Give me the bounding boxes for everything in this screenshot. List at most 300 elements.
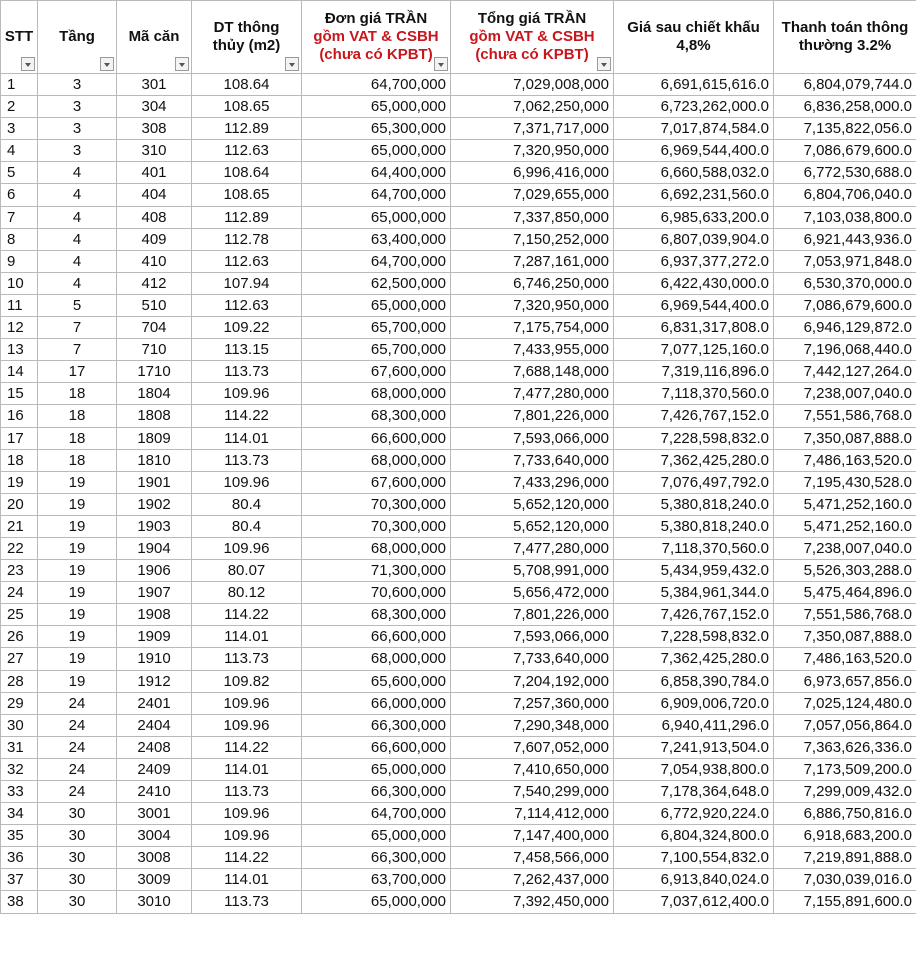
cell-tang[interactable]: 19 <box>38 560 117 582</box>
cell-tong-gia[interactable]: 7,204,192,000 <box>451 670 614 692</box>
cell-dt-thong-thuy[interactable]: 109.96 <box>192 383 302 405</box>
cell-stt[interactable]: 4 <box>1 140 38 162</box>
cell-dt-thong-thuy[interactable]: 80.4 <box>192 493 302 515</box>
cell-tong-gia[interactable]: 7,433,955,000 <box>451 339 614 361</box>
cell-ma-can[interactable]: 2410 <box>117 781 192 803</box>
cell-gia-sau-chiet-khau[interactable]: 7,017,874,584.0 <box>614 118 774 140</box>
cell-don-gia[interactable]: 67,600,000 <box>302 361 451 383</box>
cell-tang[interactable]: 19 <box>38 537 117 559</box>
cell-dt-thong-thuy[interactable]: 109.96 <box>192 537 302 559</box>
cell-don-gia[interactable]: 66,300,000 <box>302 781 451 803</box>
cell-tong-gia[interactable]: 7,733,640,000 <box>451 449 614 471</box>
cell-thanh-toan[interactable]: 7,195,430,528.0 <box>774 471 916 493</box>
cell-ma-can[interactable]: 3010 <box>117 891 192 913</box>
cell-ma-can[interactable]: 1804 <box>117 383 192 405</box>
cell-tang[interactable]: 18 <box>38 405 117 427</box>
cell-thanh-toan[interactable]: 6,921,443,936.0 <box>774 228 916 250</box>
cell-stt[interactable]: 24 <box>1 582 38 604</box>
cell-thanh-toan[interactable]: 7,103,038,800.0 <box>774 206 916 228</box>
cell-tong-gia[interactable]: 7,593,066,000 <box>451 427 614 449</box>
cell-don-gia[interactable]: 65,000,000 <box>302 758 451 780</box>
cell-thanh-toan[interactable]: 6,530,370,000.0 <box>774 272 916 294</box>
cell-ma-can[interactable]: 1710 <box>117 361 192 383</box>
cell-tang[interactable]: 19 <box>38 648 117 670</box>
cell-tong-gia[interactable]: 5,708,991,000 <box>451 560 614 582</box>
cell-dt-thong-thuy[interactable]: 80.12 <box>192 582 302 604</box>
cell-thanh-toan[interactable]: 7,057,056,864.0 <box>774 714 916 736</box>
cell-thanh-toan[interactable]: 7,086,679,600.0 <box>774 140 916 162</box>
cell-dt-thong-thuy[interactable]: 109.96 <box>192 471 302 493</box>
cell-ma-can[interactable]: 2404 <box>117 714 192 736</box>
cell-don-gia[interactable]: 65,000,000 <box>302 294 451 316</box>
cell-tang[interactable]: 4 <box>38 162 117 184</box>
cell-tang[interactable]: 24 <box>38 781 117 803</box>
cell-thanh-toan[interactable]: 7,053,971,848.0 <box>774 250 916 272</box>
cell-tong-gia[interactable]: 7,477,280,000 <box>451 537 614 559</box>
cell-gia-sau-chiet-khau[interactable]: 6,772,920,224.0 <box>614 803 774 825</box>
cell-tong-gia[interactable]: 7,262,437,000 <box>451 869 614 891</box>
cell-tong-gia[interactable]: 7,540,299,000 <box>451 781 614 803</box>
cell-tong-gia[interactable]: 7,257,360,000 <box>451 692 614 714</box>
cell-ma-can[interactable]: 1910 <box>117 648 192 670</box>
cell-stt[interactable]: 9 <box>1 250 38 272</box>
cell-don-gia[interactable]: 63,700,000 <box>302 869 451 891</box>
cell-gia-sau-chiet-khau[interactable]: 7,076,497,792.0 <box>614 471 774 493</box>
cell-tang[interactable]: 30 <box>38 847 117 869</box>
cell-tong-gia[interactable]: 7,029,655,000 <box>451 184 614 206</box>
cell-don-gia[interactable]: 68,000,000 <box>302 648 451 670</box>
cell-don-gia[interactable]: 65,000,000 <box>302 825 451 847</box>
cell-gia-sau-chiet-khau[interactable]: 7,319,116,896.0 <box>614 361 774 383</box>
cell-stt[interactable]: 17 <box>1 427 38 449</box>
cell-gia-sau-chiet-khau[interactable]: 7,426,767,152.0 <box>614 604 774 626</box>
cell-tang[interactable]: 24 <box>38 714 117 736</box>
cell-thanh-toan[interactable]: 7,486,163,520.0 <box>774 648 916 670</box>
cell-ma-can[interactable]: 1912 <box>117 670 192 692</box>
cell-don-gia[interactable]: 66,600,000 <box>302 626 451 648</box>
cell-dt-thong-thuy[interactable]: 112.63 <box>192 140 302 162</box>
cell-stt[interactable]: 27 <box>1 648 38 670</box>
cell-thanh-toan[interactable]: 6,804,706,040.0 <box>774 184 916 206</box>
cell-dt-thong-thuy[interactable]: 108.64 <box>192 74 302 96</box>
cell-stt[interactable]: 3 <box>1 118 38 140</box>
cell-stt[interactable]: 12 <box>1 317 38 339</box>
cell-gia-sau-chiet-khau[interactable]: 6,660,588,032.0 <box>614 162 774 184</box>
cell-thanh-toan[interactable]: 7,086,679,600.0 <box>774 294 916 316</box>
cell-don-gia[interactable]: 63,400,000 <box>302 228 451 250</box>
cell-ma-can[interactable]: 1904 <box>117 537 192 559</box>
filter-dropdown-icon[interactable] <box>21 57 35 71</box>
cell-tong-gia[interactable]: 7,175,754,000 <box>451 317 614 339</box>
cell-stt[interactable]: 14 <box>1 361 38 383</box>
cell-thanh-toan[interactable]: 7,551,586,768.0 <box>774 405 916 427</box>
cell-don-gia[interactable]: 70,300,000 <box>302 515 451 537</box>
cell-tong-gia[interactable]: 7,433,296,000 <box>451 471 614 493</box>
cell-gia-sau-chiet-khau[interactable]: 6,909,006,720.0 <box>614 692 774 714</box>
cell-gia-sau-chiet-khau[interactable]: 6,691,615,616.0 <box>614 74 774 96</box>
cell-thanh-toan[interactable]: 7,025,124,480.0 <box>774 692 916 714</box>
cell-don-gia[interactable]: 66,600,000 <box>302 427 451 449</box>
cell-gia-sau-chiet-khau[interactable]: 7,037,612,400.0 <box>614 891 774 913</box>
cell-stt[interactable]: 31 <box>1 736 38 758</box>
cell-thanh-toan[interactable]: 7,442,127,264.0 <box>774 361 916 383</box>
cell-dt-thong-thuy[interactable]: 109.22 <box>192 317 302 339</box>
cell-don-gia[interactable]: 68,000,000 <box>302 449 451 471</box>
cell-don-gia[interactable]: 68,000,000 <box>302 537 451 559</box>
cell-ma-can[interactable]: 1809 <box>117 427 192 449</box>
cell-tang[interactable]: 19 <box>38 604 117 626</box>
cell-stt[interactable]: 38 <box>1 891 38 913</box>
cell-gia-sau-chiet-khau[interactable]: 7,228,598,832.0 <box>614 427 774 449</box>
cell-ma-can[interactable]: 510 <box>117 294 192 316</box>
cell-dt-thong-thuy[interactable]: 112.78 <box>192 228 302 250</box>
cell-stt[interactable]: 28 <box>1 670 38 692</box>
cell-gia-sau-chiet-khau[interactable]: 6,969,544,400.0 <box>614 294 774 316</box>
cell-dt-thong-thuy[interactable]: 108.65 <box>192 184 302 206</box>
cell-thanh-toan[interactable]: 6,804,079,744.0 <box>774 74 916 96</box>
cell-tang[interactable]: 19 <box>38 582 117 604</box>
cell-gia-sau-chiet-khau[interactable]: 5,380,818,240.0 <box>614 515 774 537</box>
cell-gia-sau-chiet-khau[interactable]: 7,077,125,160.0 <box>614 339 774 361</box>
cell-tong-gia[interactable]: 7,593,066,000 <box>451 626 614 648</box>
cell-gia-sau-chiet-khau[interactable]: 6,937,377,272.0 <box>614 250 774 272</box>
cell-tong-gia[interactable]: 7,150,252,000 <box>451 228 614 250</box>
cell-tong-gia[interactable]: 7,287,161,000 <box>451 250 614 272</box>
filter-dropdown-icon[interactable] <box>597 57 611 71</box>
cell-thanh-toan[interactable]: 7,350,087,888.0 <box>774 427 916 449</box>
cell-dt-thong-thuy[interactable]: 113.73 <box>192 361 302 383</box>
cell-don-gia[interactable]: 68,300,000 <box>302 405 451 427</box>
cell-don-gia[interactable]: 65,000,000 <box>302 96 451 118</box>
cell-tang[interactable]: 18 <box>38 383 117 405</box>
cell-thanh-toan[interactable]: 7,219,891,888.0 <box>774 847 916 869</box>
cell-dt-thong-thuy[interactable]: 114.22 <box>192 405 302 427</box>
cell-dt-thong-thuy[interactable]: 109.96 <box>192 803 302 825</box>
filter-dropdown-icon[interactable] <box>100 57 114 71</box>
cell-stt[interactable]: 32 <box>1 758 38 780</box>
cell-thanh-toan[interactable]: 6,946,129,872.0 <box>774 317 916 339</box>
cell-ma-can[interactable]: 710 <box>117 339 192 361</box>
cell-stt[interactable]: 18 <box>1 449 38 471</box>
cell-gia-sau-chiet-khau[interactable]: 6,985,633,200.0 <box>614 206 774 228</box>
cell-tong-gia[interactable]: 7,371,717,000 <box>451 118 614 140</box>
cell-stt[interactable]: 25 <box>1 604 38 626</box>
cell-dt-thong-thuy[interactable]: 80.4 <box>192 515 302 537</box>
cell-dt-thong-thuy[interactable]: 108.65 <box>192 96 302 118</box>
cell-ma-can[interactable]: 308 <box>117 118 192 140</box>
cell-thanh-toan[interactable]: 7,030,039,016.0 <box>774 869 916 891</box>
cell-tang[interactable]: 19 <box>38 471 117 493</box>
cell-ma-can[interactable]: 401 <box>117 162 192 184</box>
cell-ma-can[interactable]: 704 <box>117 317 192 339</box>
cell-stt[interactable]: 19 <box>1 471 38 493</box>
cell-gia-sau-chiet-khau[interactable]: 6,831,317,808.0 <box>614 317 774 339</box>
cell-don-gia[interactable]: 64,700,000 <box>302 803 451 825</box>
cell-tong-gia[interactable]: 6,746,250,000 <box>451 272 614 294</box>
cell-gia-sau-chiet-khau[interactable]: 6,913,840,024.0 <box>614 869 774 891</box>
cell-dt-thong-thuy[interactable]: 109.96 <box>192 825 302 847</box>
cell-don-gia[interactable]: 68,000,000 <box>302 383 451 405</box>
cell-gia-sau-chiet-khau[interactable]: 6,723,262,000.0 <box>614 96 774 118</box>
cell-ma-can[interactable]: 1901 <box>117 471 192 493</box>
cell-gia-sau-chiet-khau[interactable]: 7,228,598,832.0 <box>614 626 774 648</box>
cell-ma-can[interactable]: 3004 <box>117 825 192 847</box>
cell-stt[interactable]: 7 <box>1 206 38 228</box>
filter-dropdown-icon[interactable] <box>434 57 448 71</box>
cell-don-gia[interactable]: 62,500,000 <box>302 272 451 294</box>
cell-tong-gia[interactable]: 7,410,650,000 <box>451 758 614 780</box>
cell-ma-can[interactable]: 2408 <box>117 736 192 758</box>
cell-stt[interactable]: 5 <box>1 162 38 184</box>
cell-dt-thong-thuy[interactable]: 114.22 <box>192 604 302 626</box>
cell-gia-sau-chiet-khau[interactable]: 5,384,961,344.0 <box>614 582 774 604</box>
cell-tong-gia[interactable]: 7,147,400,000 <box>451 825 614 847</box>
cell-ma-can[interactable]: 1810 <box>117 449 192 471</box>
cell-thanh-toan[interactable]: 7,238,007,040.0 <box>774 383 916 405</box>
cell-stt[interactable]: 6 <box>1 184 38 206</box>
cell-don-gia[interactable]: 65,000,000 <box>302 140 451 162</box>
cell-stt[interactable]: 21 <box>1 515 38 537</box>
cell-stt[interactable]: 10 <box>1 272 38 294</box>
cell-dt-thong-thuy[interactable]: 112.89 <box>192 206 302 228</box>
cell-gia-sau-chiet-khau[interactable]: 7,100,554,832.0 <box>614 847 774 869</box>
cell-stt[interactable]: 11 <box>1 294 38 316</box>
cell-tong-gia[interactable]: 7,062,250,000 <box>451 96 614 118</box>
cell-dt-thong-thuy[interactable]: 114.22 <box>192 736 302 758</box>
cell-tang[interactable]: 24 <box>38 758 117 780</box>
cell-don-gia[interactable]: 65,300,000 <box>302 118 451 140</box>
cell-tang[interactable]: 30 <box>38 825 117 847</box>
cell-tong-gia[interactable]: 7,607,052,000 <box>451 736 614 758</box>
cell-tang[interactable]: 18 <box>38 449 117 471</box>
cell-ma-can[interactable]: 1909 <box>117 626 192 648</box>
cell-ma-can[interactable]: 410 <box>117 250 192 272</box>
cell-gia-sau-chiet-khau[interactable]: 5,380,818,240.0 <box>614 493 774 515</box>
cell-ma-can[interactable]: 2409 <box>117 758 192 780</box>
cell-ma-can[interactable]: 3008 <box>117 847 192 869</box>
cell-tang[interactable]: 24 <box>38 736 117 758</box>
cell-stt[interactable]: 8 <box>1 228 38 250</box>
cell-stt[interactable]: 13 <box>1 339 38 361</box>
cell-tong-gia[interactable]: 7,029,008,000 <box>451 74 614 96</box>
cell-stt[interactable]: 36 <box>1 847 38 869</box>
cell-thanh-toan[interactable]: 7,135,822,056.0 <box>774 118 916 140</box>
cell-gia-sau-chiet-khau[interactable]: 6,422,430,000.0 <box>614 272 774 294</box>
cell-tong-gia[interactable]: 5,656,472,000 <box>451 582 614 604</box>
cell-tang[interactable]: 4 <box>38 250 117 272</box>
cell-tang[interactable]: 4 <box>38 228 117 250</box>
cell-dt-thong-thuy[interactable]: 114.22 <box>192 847 302 869</box>
cell-don-gia[interactable]: 64,400,000 <box>302 162 451 184</box>
cell-don-gia[interactable]: 65,000,000 <box>302 891 451 913</box>
cell-dt-thong-thuy[interactable]: 112.89 <box>192 118 302 140</box>
cell-tang[interactable]: 30 <box>38 891 117 913</box>
cell-stt[interactable]: 29 <box>1 692 38 714</box>
cell-tang[interactable]: 7 <box>38 317 117 339</box>
cell-ma-can[interactable]: 1903 <box>117 515 192 537</box>
cell-ma-can[interactable]: 1902 <box>117 493 192 515</box>
cell-ma-can[interactable]: 1908 <box>117 604 192 626</box>
cell-don-gia[interactable]: 65,700,000 <box>302 339 451 361</box>
cell-ma-can[interactable]: 404 <box>117 184 192 206</box>
cell-don-gia[interactable]: 64,700,000 <box>302 250 451 272</box>
cell-stt[interactable]: 15 <box>1 383 38 405</box>
cell-thanh-toan[interactable]: 5,475,464,896.0 <box>774 582 916 604</box>
cell-tang[interactable]: 19 <box>38 515 117 537</box>
cell-dt-thong-thuy[interactable]: 112.63 <box>192 294 302 316</box>
cell-tong-gia[interactable]: 7,688,148,000 <box>451 361 614 383</box>
cell-tong-gia[interactable]: 5,652,120,000 <box>451 515 614 537</box>
cell-tong-gia[interactable]: 6,996,416,000 <box>451 162 614 184</box>
cell-tong-gia[interactable]: 7,320,950,000 <box>451 140 614 162</box>
cell-thanh-toan[interactable]: 7,299,009,432.0 <box>774 781 916 803</box>
cell-ma-can[interactable]: 3009 <box>117 869 192 891</box>
cell-don-gia[interactable]: 66,600,000 <box>302 736 451 758</box>
cell-ma-can[interactable]: 3001 <box>117 803 192 825</box>
cell-don-gia[interactable]: 66,000,000 <box>302 692 451 714</box>
cell-thanh-toan[interactable]: 7,173,509,200.0 <box>774 758 916 780</box>
cell-dt-thong-thuy[interactable]: 113.73 <box>192 891 302 913</box>
cell-tang[interactable]: 30 <box>38 803 117 825</box>
cell-dt-thong-thuy[interactable]: 109.82 <box>192 670 302 692</box>
cell-ma-can[interactable]: 412 <box>117 272 192 294</box>
cell-stt[interactable]: 22 <box>1 537 38 559</box>
cell-thanh-toan[interactable]: 7,486,163,520.0 <box>774 449 916 471</box>
cell-dt-thong-thuy[interactable]: 114.01 <box>192 758 302 780</box>
cell-thanh-toan[interactable]: 7,363,626,336.0 <box>774 736 916 758</box>
cell-thanh-toan[interactable]: 7,196,068,440.0 <box>774 339 916 361</box>
cell-ma-can[interactable]: 1907 <box>117 582 192 604</box>
cell-thanh-toan[interactable]: 6,772,530,688.0 <box>774 162 916 184</box>
cell-ma-can[interactable]: 1808 <box>117 405 192 427</box>
cell-gia-sau-chiet-khau[interactable]: 6,692,231,560.0 <box>614 184 774 206</box>
cell-stt[interactable]: 23 <box>1 560 38 582</box>
cell-dt-thong-thuy[interactable]: 114.01 <box>192 626 302 648</box>
cell-dt-thong-thuy[interactable]: 114.01 <box>192 869 302 891</box>
cell-gia-sau-chiet-khau[interactable]: 7,241,913,504.0 <box>614 736 774 758</box>
cell-thanh-toan[interactable]: 7,350,087,888.0 <box>774 626 916 648</box>
cell-tang[interactable]: 3 <box>38 74 117 96</box>
cell-tong-gia[interactable]: 7,801,226,000 <box>451 604 614 626</box>
cell-gia-sau-chiet-khau[interactable]: 5,434,959,432.0 <box>614 560 774 582</box>
cell-tong-gia[interactable]: 7,290,348,000 <box>451 714 614 736</box>
cell-don-gia[interactable]: 70,300,000 <box>302 493 451 515</box>
cell-tong-gia[interactable]: 7,337,850,000 <box>451 206 614 228</box>
cell-don-gia[interactable]: 66,300,000 <box>302 714 451 736</box>
cell-tang[interactable]: 4 <box>38 184 117 206</box>
filter-dropdown-icon[interactable] <box>285 57 299 71</box>
cell-tang[interactable]: 19 <box>38 626 117 648</box>
cell-tong-gia[interactable]: 5,652,120,000 <box>451 493 614 515</box>
cell-stt[interactable]: 33 <box>1 781 38 803</box>
cell-don-gia[interactable]: 68,300,000 <box>302 604 451 626</box>
cell-thanh-toan[interactable]: 5,526,303,288.0 <box>774 560 916 582</box>
cell-thanh-toan[interactable]: 5,471,252,160.0 <box>774 493 916 515</box>
cell-tong-gia[interactable]: 7,392,450,000 <box>451 891 614 913</box>
cell-gia-sau-chiet-khau[interactable]: 7,362,425,280.0 <box>614 449 774 471</box>
cell-don-gia[interactable]: 71,300,000 <box>302 560 451 582</box>
cell-thanh-toan[interactable]: 6,836,258,000.0 <box>774 96 916 118</box>
filter-dropdown-icon[interactable] <box>175 57 189 71</box>
cell-thanh-toan[interactable]: 5,471,252,160.0 <box>774 515 916 537</box>
cell-don-gia[interactable]: 66,300,000 <box>302 847 451 869</box>
cell-dt-thong-thuy[interactable]: 109.96 <box>192 692 302 714</box>
cell-dt-thong-thuy[interactable]: 80.07 <box>192 560 302 582</box>
cell-ma-can[interactable]: 301 <box>117 74 192 96</box>
cell-gia-sau-chiet-khau[interactable]: 6,807,039,904.0 <box>614 228 774 250</box>
cell-dt-thong-thuy[interactable]: 107.94 <box>192 272 302 294</box>
cell-tang[interactable]: 3 <box>38 118 117 140</box>
cell-gia-sau-chiet-khau[interactable]: 7,178,364,648.0 <box>614 781 774 803</box>
cell-stt[interactable]: 16 <box>1 405 38 427</box>
cell-gia-sau-chiet-khau[interactable]: 6,858,390,784.0 <box>614 670 774 692</box>
cell-gia-sau-chiet-khau[interactable]: 7,426,767,152.0 <box>614 405 774 427</box>
cell-gia-sau-chiet-khau[interactable]: 7,362,425,280.0 <box>614 648 774 670</box>
cell-tong-gia[interactable]: 7,458,566,000 <box>451 847 614 869</box>
cell-don-gia[interactable]: 64,700,000 <box>302 184 451 206</box>
cell-dt-thong-thuy[interactable]: 114.01 <box>192 427 302 449</box>
cell-stt[interactable]: 30 <box>1 714 38 736</box>
cell-gia-sau-chiet-khau[interactable]: 6,804,324,800.0 <box>614 825 774 847</box>
cell-tong-gia[interactable]: 7,801,226,000 <box>451 405 614 427</box>
cell-ma-can[interactable]: 408 <box>117 206 192 228</box>
cell-gia-sau-chiet-khau[interactable]: 6,969,544,400.0 <box>614 140 774 162</box>
cell-gia-sau-chiet-khau[interactable]: 7,054,938,800.0 <box>614 758 774 780</box>
cell-thanh-toan[interactable]: 7,238,007,040.0 <box>774 537 916 559</box>
cell-tong-gia[interactable]: 7,114,412,000 <box>451 803 614 825</box>
cell-stt[interactable]: 34 <box>1 803 38 825</box>
cell-tong-gia[interactable]: 7,477,280,000 <box>451 383 614 405</box>
cell-tang[interactable]: 24 <box>38 692 117 714</box>
cell-dt-thong-thuy[interactable]: 113.73 <box>192 648 302 670</box>
cell-don-gia[interactable]: 67,600,000 <box>302 471 451 493</box>
cell-tang[interactable]: 4 <box>38 272 117 294</box>
cell-stt[interactable]: 37 <box>1 869 38 891</box>
cell-dt-thong-thuy[interactable]: 113.73 <box>192 449 302 471</box>
cell-ma-can[interactable]: 310 <box>117 140 192 162</box>
cell-tang[interactable]: 19 <box>38 670 117 692</box>
cell-thanh-toan[interactable]: 6,918,683,200.0 <box>774 825 916 847</box>
cell-stt[interactable]: 35 <box>1 825 38 847</box>
cell-tong-gia[interactable]: 7,733,640,000 <box>451 648 614 670</box>
cell-tang[interactable]: 17 <box>38 361 117 383</box>
cell-thanh-toan[interactable]: 7,551,586,768.0 <box>774 604 916 626</box>
cell-ma-can[interactable]: 2401 <box>117 692 192 714</box>
cell-don-gia[interactable]: 65,000,000 <box>302 206 451 228</box>
cell-dt-thong-thuy[interactable]: 113.73 <box>192 781 302 803</box>
cell-ma-can[interactable]: 1906 <box>117 560 192 582</box>
cell-tang[interactable]: 7 <box>38 339 117 361</box>
cell-stt[interactable]: 2 <box>1 96 38 118</box>
cell-stt[interactable]: 20 <box>1 493 38 515</box>
cell-tang[interactable]: 5 <box>38 294 117 316</box>
cell-dt-thong-thuy[interactable]: 108.64 <box>192 162 302 184</box>
cell-don-gia[interactable]: 65,600,000 <box>302 670 451 692</box>
cell-tang[interactable]: 30 <box>38 869 117 891</box>
cell-tang[interactable]: 3 <box>38 96 117 118</box>
cell-tong-gia[interactable]: 7,320,950,000 <box>451 294 614 316</box>
cell-ma-can[interactable]: 409 <box>117 228 192 250</box>
cell-tang[interactable]: 4 <box>38 206 117 228</box>
cell-stt[interactable]: 26 <box>1 626 38 648</box>
cell-don-gia[interactable]: 70,600,000 <box>302 582 451 604</box>
cell-gia-sau-chiet-khau[interactable]: 7,118,370,560.0 <box>614 537 774 559</box>
cell-dt-thong-thuy[interactable]: 112.63 <box>192 250 302 272</box>
cell-thanh-toan[interactable]: 7,155,891,600.0 <box>774 891 916 913</box>
cell-thanh-toan[interactable]: 6,973,657,856.0 <box>774 670 916 692</box>
cell-gia-sau-chiet-khau[interactable]: 6,940,411,296.0 <box>614 714 774 736</box>
cell-dt-thong-thuy[interactable]: 109.96 <box>192 714 302 736</box>
